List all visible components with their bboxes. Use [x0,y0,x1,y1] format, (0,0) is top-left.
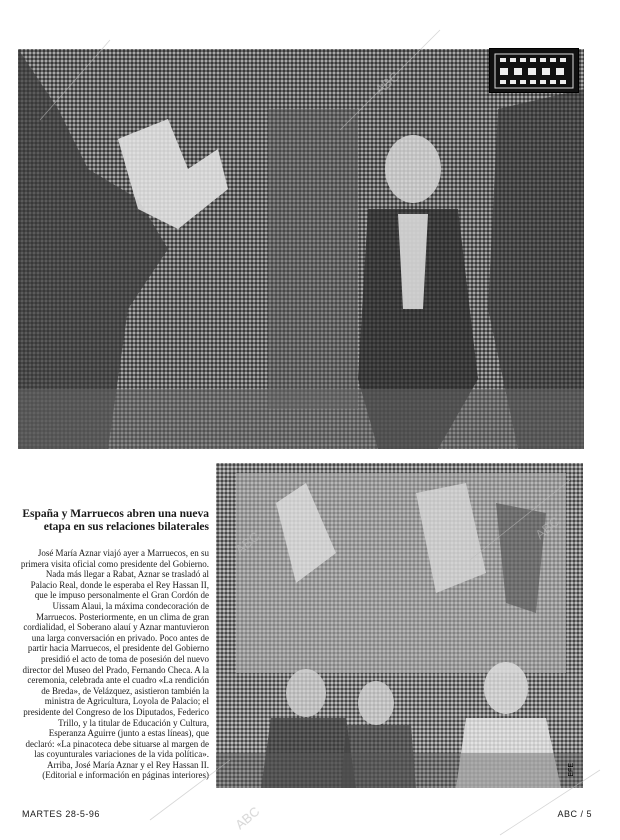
secondary-photo-shapes [216,463,583,788]
watermark-text-3: ABC [532,513,563,543]
watermark-text-1: ABC [372,68,403,98]
secondary-photo [216,463,583,788]
page-date: MARTES 28-5-96 [22,809,100,819]
photo-credit: EFE [568,763,575,777]
royal-emblem-logo [489,48,579,93]
article-headline: España y Marruecos abren una nueva etapa en sus relaciones bilaterales [22,508,209,533]
main-photo [18,49,584,449]
page-number: ABC / 5 [557,809,592,819]
article-body: José María Aznar viajó ayer a Marruecos, en su primera visita oficial como presidente del Gobierno. Nada más llegar a Rabat, Aznar se trasladó al Palacio Real, donde le esperaba el Rey Hassan II, que le impuso personalmente el Gran Cordón de Uissam Alaui, la máxima condecoración de Marruecos. Posteriormente, en un clima de gran cordialidad, el Soberano alauí y Aznar mantuvieron una larga conversación en privado. Poco antes de partir hacia Marruecos, el presidente del Gobierno presidió el acto de toma de posesión del nuevo director del Museo del Prado, Fernando Checa. A la ceremonia, celebrada ante el cuadro «La rendición de Breda», de Velázquez, asistieron también la ministra de Agricultura, Loyola de Palacio; el presidente del Congreso de los Diputados, Federico Trillo, y la titular de Educación y Cultura, Esperanza Aguirre (junto a estas líneas), que declaró: «La pinacoteca debe situarse al margen de las coyunturales variaciones de la vida política». Arriba, José María Aznar y el Rey Hassan II. (Editorial e información en páginas interiores) [20,548,209,781]
main-photo-shapes [18,49,584,449]
watermark-text-4: ABC [232,803,263,833]
watermark-text-2: ABC [232,528,263,558]
emblem-icon [494,53,574,89]
